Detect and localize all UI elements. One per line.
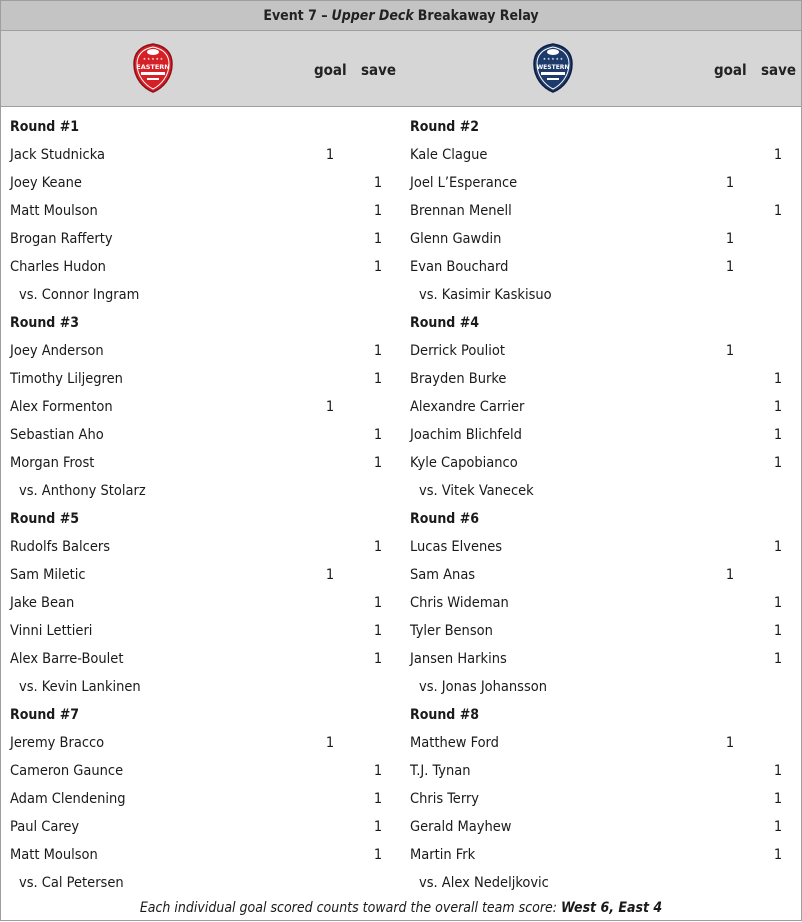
save-value: 1 [373,455,383,471]
team-header-east [1,31,401,106]
player-row [1,757,401,785]
round-title: Round #1 [10,119,80,135]
player-name: Alex Formenton [10,399,113,415]
player-row [401,337,801,365]
player-name: Jansen Harkins [410,651,507,667]
save-value: 1 [373,427,383,443]
player-name: Gerald Mayhew [410,819,512,835]
player-name: Brayden Burke [410,371,507,387]
player-row [401,729,801,757]
save-value: 1 [373,595,383,611]
event-title-prefix: Event 7 – [263,7,328,24]
save-value: 1 [773,455,783,471]
player-name: Joachim Blichfeld [410,427,522,443]
opposing-goalie: vs. Alex Nedeljkovic [419,875,549,891]
player-name: Paul Carey [10,819,80,835]
player-name: Brogan Rafferty [10,231,113,247]
player-name: Sebastian Aho [10,427,104,443]
goalie-matchup-row [1,869,401,897]
event-title-suffix: Breakaway Relay [417,7,539,24]
round-block [1,701,401,897]
player-name: Charles Hudon [10,259,106,275]
save-value: 1 [773,847,783,863]
save-value: 1 [773,595,783,611]
save-value: 1 [373,371,383,387]
player-name: Alexandre Carrier [410,399,525,415]
goal-value: 1 [725,343,735,359]
player-row [401,197,801,225]
svg-text:★ ★ ★ ★ ★: ★ ★ ★ ★ ★ [542,57,564,61]
goal-value: 1 [725,231,735,247]
player-row [401,365,801,393]
player-name: Vinni Lettieri [10,623,93,639]
player-row [401,449,801,477]
goal-column-header: goal [714,61,747,79]
save-value: 1 [373,847,383,863]
player-name: Derrick Pouliot [410,343,505,359]
save-value: 1 [373,539,383,555]
player-row [1,337,401,365]
player-row [401,757,801,785]
player-name: Joey Keane [10,175,82,191]
player-row [1,253,401,281]
player-name: Tyler Benson [410,623,493,639]
player-row [401,393,801,421]
save-value: 1 [773,819,783,835]
save-value: 1 [373,259,383,275]
player-row [401,169,801,197]
svg-text:EASTERN: EASTERN [136,63,170,71]
player-row [401,813,801,841]
round-title: Round #8 [410,707,480,723]
player-name: Matthew Ford [410,735,499,751]
player-row [401,225,801,253]
player-name: Jeremy Bracco [10,735,105,751]
goalie-matchup-row [1,281,401,309]
round-block [1,309,401,505]
opposing-goalie: vs. Anthony Stolarz [19,483,146,499]
save-value: 1 [773,791,783,807]
player-row [1,225,401,253]
player-name: Alex Barre-Boulet [10,651,124,667]
team-header-row [1,31,801,107]
round-title: Round #2 [410,119,480,135]
save-value: 1 [773,623,783,639]
goal-value: 1 [325,399,335,415]
player-name: Evan Bouchard [410,259,509,275]
player-name: Jack Studnicka [10,147,106,163]
round-title: Round #4 [410,315,480,331]
round-block [1,113,401,309]
round-header-row [401,113,801,141]
player-row [1,561,401,589]
player-name: Glenn Gawdin [410,231,502,247]
player-name: Adam Clendening [10,791,126,807]
player-name: Timothy Liljegren [10,371,123,387]
rounds-column-left [1,113,401,897]
svg-text:★ ★ ★ ★ ★: ★ ★ ★ ★ ★ [142,57,164,61]
round-block [1,505,401,701]
player-row [1,421,401,449]
save-value: 1 [373,791,383,807]
score-footnote [1,900,801,916]
save-value: 1 [373,819,383,835]
save-value: 1 [373,651,383,667]
player-name: T.J. Tynan [410,763,471,779]
round-title: Round #5 [10,511,80,527]
team-score: West 6, East 4 [561,900,663,916]
goalie-matchup-row [401,869,801,897]
player-name: Lucas Elvenes [410,539,503,555]
player-row [1,393,401,421]
player-row [1,589,401,617]
player-row [1,729,401,757]
rounds-grid [1,107,801,897]
player-name: Joey Anderson [10,343,104,359]
player-row [1,645,401,673]
rounds-column-right [401,113,801,897]
save-value: 1 [773,651,783,667]
goal-value: 1 [325,147,335,163]
player-row [401,841,801,869]
player-name: Chris Terry [410,791,480,807]
team-header-west [401,31,801,106]
save-value: 1 [373,175,383,191]
goal-value: 1 [725,175,735,191]
player-row [401,253,801,281]
goal-value: 1 [725,567,735,583]
player-row [401,589,801,617]
event-title-sponsor: Upper Deck [331,7,414,24]
footnote-text: Each individual goal scored counts toward the overall team score: [139,900,558,916]
goal-column-header: goal [314,61,347,79]
player-row [1,841,401,869]
goalie-matchup-row [401,477,801,505]
goal-value: 1 [725,735,735,751]
round-title: Round #3 [10,315,80,331]
player-name: Chris Wideman [410,595,509,611]
opposing-goalie: vs. Vitek Vanecek [419,483,534,499]
save-value: 1 [373,343,383,359]
opposing-goalie: vs. Cal Petersen [19,875,124,891]
eastern-conference-logo-icon [132,43,174,93]
player-row [1,197,401,225]
player-row [1,169,401,197]
player-row [401,645,801,673]
player-name: Martin Frk [410,847,476,863]
opposing-goalie: vs. Jonas Johansson [419,679,548,695]
round-block [401,309,801,505]
opposing-goalie: vs. Connor Ingram [19,287,140,303]
goalie-matchup-row [1,477,401,505]
player-row [1,617,401,645]
player-row [401,533,801,561]
goalie-matchup-row [401,673,801,701]
player-name: Sam Miletic [10,567,86,583]
save-value: 1 [373,763,383,779]
western-conference-logo-icon [532,43,574,93]
save-value: 1 [773,371,783,387]
player-name: Cameron Gaunce [10,763,124,779]
save-column-header: save [761,61,797,79]
player-row [401,561,801,589]
player-name: Sam Anas [410,567,476,583]
goalie-matchup-row [1,673,401,701]
opposing-goalie: vs. Kevin Lankinen [19,679,141,695]
goalie-matchup-row [401,281,801,309]
player-name: Jake Bean [10,595,75,611]
save-value: 1 [773,147,783,163]
player-name: Kyle Capobianco [410,455,518,471]
player-name: Matt Moulson [10,847,98,863]
goal-value: 1 [325,735,335,751]
event-title [1,1,801,31]
player-row [401,421,801,449]
round-title: Round #6 [410,511,480,527]
round-header-row [401,505,801,533]
save-value: 1 [773,539,783,555]
round-block [401,505,801,701]
player-row [1,785,401,813]
round-header-row [1,309,401,337]
round-block [401,113,801,309]
round-header-row [1,113,401,141]
player-row [401,785,801,813]
player-name: Brennan Menell [410,203,512,219]
goal-value: 1 [725,259,735,275]
save-value: 1 [773,399,783,415]
save-value: 1 [373,203,383,219]
save-value: 1 [373,231,383,247]
svg-text:WESTERN: WESTERN [536,64,570,71]
save-column-header: save [361,61,397,79]
goal-value: 1 [325,567,335,583]
player-row [1,533,401,561]
player-name: Kale Clague [410,147,488,163]
save-value: 1 [773,763,783,779]
round-block [401,701,801,897]
player-row [1,141,401,169]
player-name: Rudolfs Balcers [10,539,111,555]
player-name: Joel L’Esperance [410,175,518,191]
save-value: 1 [373,623,383,639]
round-header-row [1,701,401,729]
opposing-goalie: vs. Kasimir Kaskisuo [419,287,552,303]
round-header-row [401,701,801,729]
round-title: Round #7 [10,707,80,723]
player-name: Morgan Frost [10,455,95,471]
player-row [1,813,401,841]
player-row [401,141,801,169]
player-name: Matt Moulson [10,203,98,219]
player-row [1,365,401,393]
save-value: 1 [773,203,783,219]
round-header-row [1,505,401,533]
player-row [401,617,801,645]
round-header-row [401,309,801,337]
save-value: 1 [773,427,783,443]
player-row [1,449,401,477]
